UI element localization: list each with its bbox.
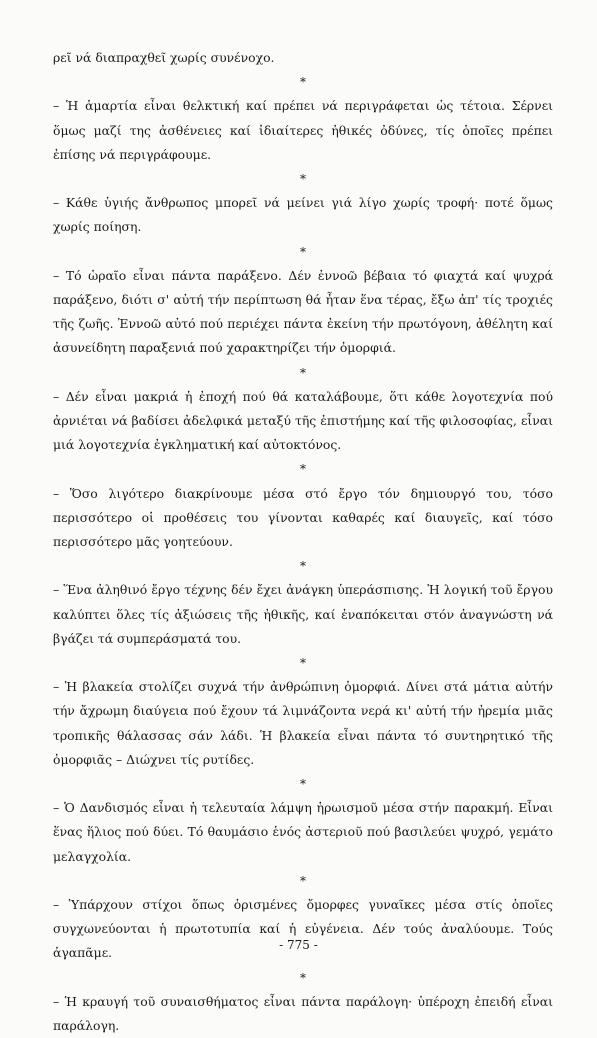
paragraph: – Ὁ Δανδισμός εἶναι ἡ τελευταία λάμψη ἡρωισμοῦ μέσα στήν παρακμή. Εἶναι ἕνας ἥλιος πού δύει. Τό θαυμάσιο ἑνός ἀστεριοῦ πού βασιλεύει ψυχρό, γεμάτο μελαγχολία. xyxy=(53,800,553,864)
paragraph: – Κάθε ὑγιής ἄνθρωπος μπορεῖ νά μείνει γιά λίγο χωρίς τροφή· ποτέ ὅμως χωρίς ποίηση. xyxy=(53,195,553,235)
asterisk-separator: * xyxy=(300,75,306,90)
paragraph: – Ὅσο λιγότερο διακρίνουμε μέσα στό ἔργο τόν δημιουργό του, τόσο περισσότερο οἱ προθέσεις του γίνονται καθαρές καί διαυγεῖς, καί τόσο περισσότερο μᾶς γοητεύουν. xyxy=(53,485,553,549)
paragraph: – Ἡ ἁμαρτία εἶναι θελκτική καί πρέπει νά περιγράφεται ὡς τέτοια. Σέρνει ὅμως μαζί της ἀσθένειες καί ἰδιαίτερες ἠθικές ὀδύνες, τίς ὁποῖες πρέπει ἐπίσης νά περιγράφουμε. xyxy=(53,98,553,162)
asterisk-separator: * xyxy=(300,365,306,380)
asterisk-separator: * xyxy=(300,244,306,259)
asterisk-separator: * xyxy=(300,559,306,574)
paragraph: – Ἕνα ἀληθινό ἔργο τέχνης δέν ἔχει ἀνάγκη ὑπεράσπισης. Ἡ λογική τοῦ ἔργου καλύπτει ὅλες τίς ἀξιώσεις τῆς ἠθικῆς, καί ἐναπόκειται στόν ἀναγνώστη νά βγάζει τά συμπεράσματά του. xyxy=(53,582,553,646)
paragraph: – Τό ὡραῖο εἶναι πάντα παράξενο. Δέν ἐννοῶ βέβαια τό φιαχτά καί ψυχρά παράξενο, διότι σ' αὐτή τήν περίπτωση θά ἦταν ἕνα τέρας, ἔξω ἀπ' τίς τροχιές τῆς ζωῆς. Ἐννοῶ αὐτό πού περιέχει πάντα ἐκείνη τήν πρωτόγονη, ἀθέλητη καί ἀσυνείδητη παραξενιά πού χαρακτηρίζει τήν ὀμορφιά. xyxy=(53,267,553,356)
paragraph: ρεῖ νά διαπραχθεῖ χωρίς συνένοχο. xyxy=(53,50,275,65)
paragraph: – Δέν εἶναι μακριά ἡ ἐποχή πού θά καταλάβουμε, ὅτι κάθε λογοτεχνία πού ἀρνιέται νά βαδίσει ἀδελφικά μεταξύ τῆς ἐπιστήμης καί τῆς φιλοσοφίας, εἶναι μιά λογοτεχνία ἐγκληματική καί αὐτοκτόνος. xyxy=(53,388,553,453)
paragraph: – Ἡ βλακεία στολίζει συχνά τήν ἀνθρώπινη ὀμορφιά. Δίνει στά μάτια αὐτήν τήν ἄχρωμη διαύγεια πού ἔχουν τά λιμνάζοντα νερά κι' αὐτή τήν ἠρεμία μιᾶς τροπικῆς θάλασσας σάν λάδι. Ἡ βλακεία εἶναι πάντα τό συντηρητικό τῆς ὀμορφιᾶς – Διώχνει τίς ρυτίδες. xyxy=(53,679,553,767)
asterisk-separator: * xyxy=(300,462,306,477)
paragraph: – Ἡ κραυγή τοῦ συναισθήματος εἶναι πάντα παράλογη· ὑπέροχη ἐπειδή εἶναι παράλογη. xyxy=(53,993,553,1033)
asterisk-separator: * xyxy=(300,970,306,985)
paragraph: – Ὑπάρχουν στίχοι ὅπως ὁρισμένες ὄμορφες γυναῖκες μέσα στίς ὁποῖες συγχωνεύονται ἡ πρωτοτυπία καί ἡ εὐγένεια. Δέν τούς ἀναλύουμε. Τούς ἀγαπᾶμε. xyxy=(53,896,553,961)
asterisk-separator: * xyxy=(300,873,306,888)
asterisk-separator: * xyxy=(300,172,306,186)
asterisk-separator: * xyxy=(300,655,306,670)
asterisk-separator: * xyxy=(300,776,306,791)
page-number: - 775 - xyxy=(279,938,318,952)
text-body xyxy=(53,46,553,1038)
